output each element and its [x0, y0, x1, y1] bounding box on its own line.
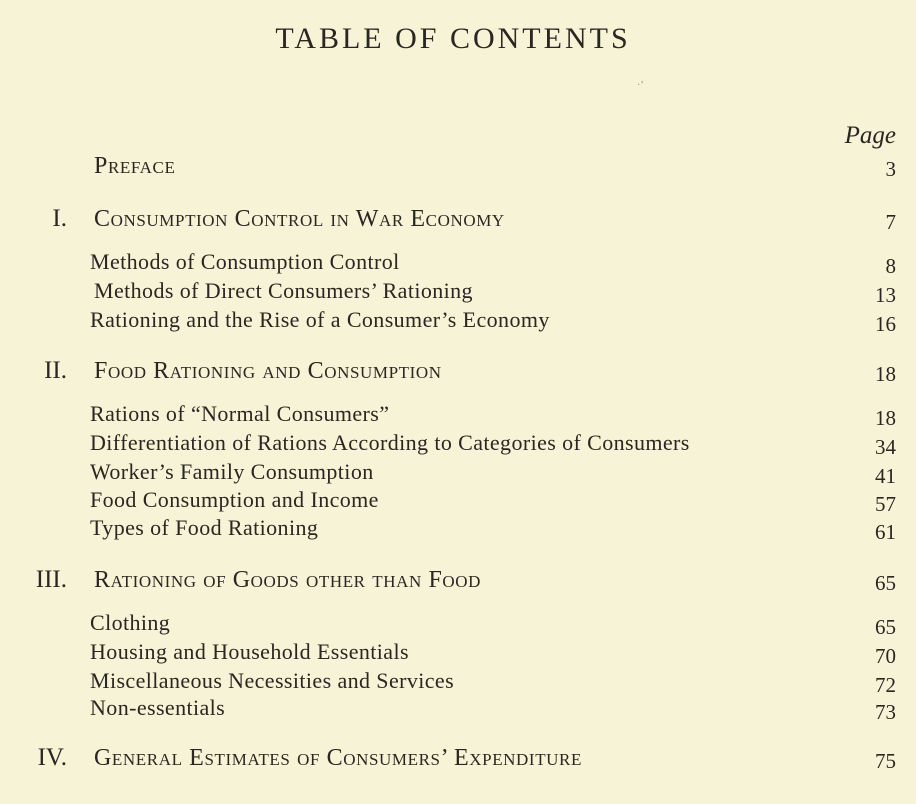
entry-page-number: 3 [885, 157, 896, 181]
section-page-number: 34 [875, 435, 896, 459]
toc-chapter-i[interactable] [0, 205, 916, 233]
entry-title: Preface [94, 153, 176, 179]
chapter-page-number: 75 [875, 749, 896, 773]
toc-section[interactable] [0, 307, 916, 335]
toc-chapter-iii[interactable] [0, 566, 916, 594]
chapter-page-number: 7 [885, 210, 896, 234]
chapter-numeral: II. [44, 357, 67, 384]
page-column-heading: Page [844, 122, 896, 149]
chapter-page-number: 65 [875, 571, 896, 595]
section-page-number: 70 [875, 644, 896, 668]
section-title: Differentiation of Rations According to Categories of Consumers [90, 430, 690, 455]
page-title [0, 22, 916, 56]
toc-section[interactable] [0, 278, 916, 306]
toc-section[interactable] [0, 668, 916, 696]
chapter-numeral: III. [35, 566, 67, 593]
toc-section[interactable] [0, 430, 916, 458]
section-title: Methods of Direct Consumers’ Rationing [94, 278, 473, 303]
section-title: Rationing and the Rise of a Consumer’s Economy [90, 307, 550, 332]
section-page-number: 8 [885, 254, 896, 278]
toc-entry-preface[interactable] [0, 152, 916, 180]
section-page-number: 16 [875, 312, 896, 336]
section-page-number: 41 [875, 464, 896, 488]
chapter-title: Food Rationing and Consumption [94, 358, 442, 384]
chapter-numeral: IV. [37, 744, 67, 771]
section-page-number: 73 [875, 700, 896, 724]
chapter-title: General Estimates of Consumers’ Expenditure [94, 745, 582, 771]
section-title: Miscellaneous Necessities and Services [90, 668, 455, 693]
section-page-number: 57 [875, 492, 896, 516]
section-page-number: 61 [875, 520, 896, 544]
toc-section[interactable] [0, 249, 916, 277]
chapter-title: Consumption Control in War Economy [94, 206, 505, 232]
section-title: Housing and Household Essentials [90, 639, 409, 664]
toc-section[interactable] [0, 515, 916, 543]
toc-section[interactable] [0, 610, 916, 638]
toc-section[interactable] [0, 487, 916, 515]
section-title: Worker’s Family Consumption [90, 459, 374, 484]
toc-chapter-ii[interactable] [0, 357, 916, 385]
section-title: Clothing [90, 610, 171, 635]
section-page-number: 72 [875, 673, 896, 697]
section-title: Types of Food Rationing [90, 515, 319, 540]
chapter-page-number: 18 [875, 362, 896, 386]
section-page-number: 13 [875, 283, 896, 307]
toc-section[interactable] [0, 459, 916, 487]
section-page-number: 65 [875, 615, 896, 639]
section-title: Rations of “Normal Consumers” [90, 401, 390, 426]
section-title: Methods of Consumption Control [90, 249, 400, 274]
section-page-number: 18 [875, 406, 896, 430]
print-speck: ·ʼ [637, 80, 644, 91]
toc-chapter-iv[interactable] [0, 744, 916, 772]
page-title-text: TABLE OF CONTENTS [275, 22, 631, 55]
section-title: Non-essentials [90, 695, 226, 720]
toc-section[interactable] [0, 401, 916, 429]
toc-section[interactable] [0, 695, 916, 723]
section-title: Food Consumption and Income [90, 487, 379, 512]
chapter-numeral: I. [52, 205, 67, 232]
chapter-title: Rationing of Goods other than Food [94, 567, 482, 593]
toc-section[interactable] [0, 639, 916, 667]
